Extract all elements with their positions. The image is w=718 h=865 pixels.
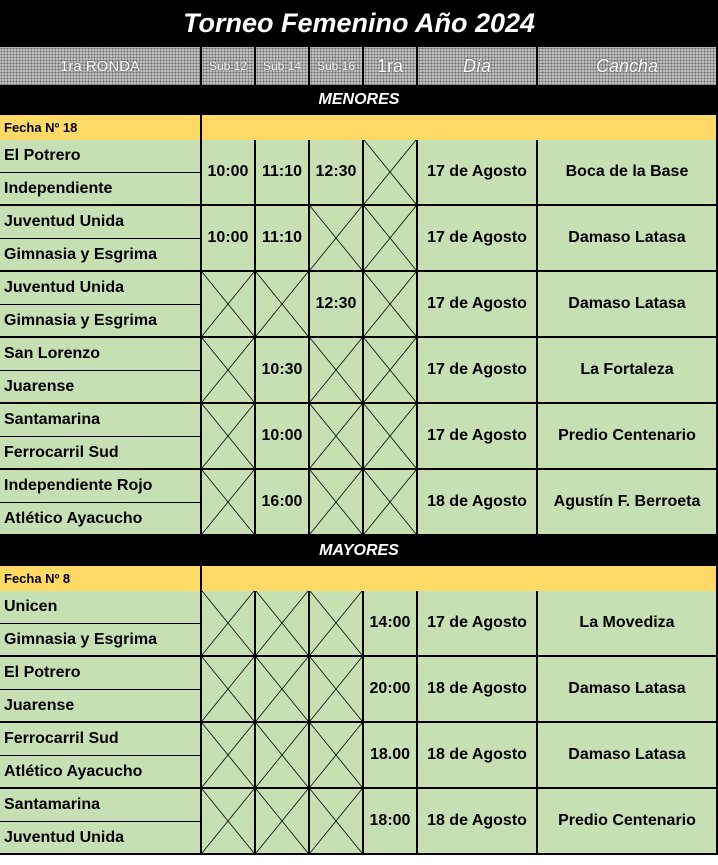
empty-cell-cross — [256, 723, 310, 789]
empty-cell-cross — [364, 206, 418, 272]
cross-icon — [364, 470, 416, 534]
header-sub14: Sub 14 — [256, 47, 310, 85]
empty-cell-cross — [202, 657, 256, 723]
cross-icon — [256, 657, 308, 721]
cross-icon — [310, 789, 362, 853]
cross-icon — [310, 723, 362, 787]
match-time: 20:00 — [364, 657, 418, 723]
match-time: 12:30 — [310, 140, 364, 206]
match-venue: Damaso Latasa — [538, 657, 718, 723]
empty-cell-cross — [256, 789, 310, 855]
match-time: 10:00 — [256, 404, 310, 470]
empty-cell-cross — [364, 338, 418, 404]
fecha-fill — [202, 566, 718, 591]
empty-cell-cross — [310, 657, 364, 723]
match-day: 18 de Agosto — [418, 723, 538, 789]
fecha-label: Fecha Nº 18 — [0, 115, 202, 140]
empty-cell-cross — [310, 723, 364, 789]
empty-cell-cross — [310, 789, 364, 855]
cross-icon — [202, 789, 254, 853]
match-day: 17 de Agosto — [418, 140, 538, 206]
section-title: MENORES — [0, 85, 718, 115]
header-sub12: Sub 12 — [202, 47, 256, 85]
team-home: Santamarina — [0, 789, 202, 822]
cross-icon — [202, 470, 254, 534]
match-venue: Boca de la Base — [538, 140, 718, 206]
cross-icon — [202, 591, 254, 655]
team-home: El Potrero — [0, 140, 202, 173]
cross-icon — [202, 723, 254, 787]
team-away: Atlético Ayacucho — [0, 503, 202, 536]
section-title: MAYORES — [0, 536, 718, 566]
empty-cell-cross — [202, 272, 256, 338]
header-primera: 1ra — [364, 47, 418, 85]
match-day: 18 de Agosto — [418, 789, 538, 855]
cross-icon — [202, 338, 254, 402]
match-venue: Damaso Latasa — [538, 272, 718, 338]
match-day: 17 de Agosto — [418, 206, 538, 272]
match-time: 16:00 — [256, 470, 310, 536]
cross-icon — [310, 404, 362, 468]
cross-icon — [364, 206, 416, 270]
team-away: Ferrocarril Sud — [0, 437, 202, 470]
team-home: Juventud Unida — [0, 272, 202, 305]
match-venue: Predio Centenario — [538, 404, 718, 470]
cross-icon — [364, 338, 416, 402]
match-time: 10:30 — [256, 338, 310, 404]
cross-icon — [310, 470, 362, 534]
match-venue: La Movediza — [538, 591, 718, 657]
match-day: 18 de Agosto — [418, 470, 538, 536]
match-day: 17 de Agosto — [418, 338, 538, 404]
empty-cell-cross — [364, 140, 418, 206]
fecha-label: Fecha Nº 8 — [0, 566, 202, 591]
empty-cell-cross — [202, 404, 256, 470]
team-home: El Potrero — [0, 657, 202, 690]
empty-cell-cross — [202, 470, 256, 536]
team-home: Juventud Unida — [0, 206, 202, 239]
header-dia: Día — [418, 47, 538, 85]
match-time: 12:30 — [310, 272, 364, 338]
match-day: 17 de Agosto — [418, 404, 538, 470]
match-time: 18:00 — [364, 789, 418, 855]
team-home: Unicen — [0, 591, 202, 624]
empty-cell-cross — [256, 272, 310, 338]
empty-cell-cross — [364, 470, 418, 536]
cross-icon — [310, 657, 362, 721]
empty-cell-cross — [310, 206, 364, 272]
team-home: San Lorenzo — [0, 338, 202, 371]
empty-cell-cross — [202, 591, 256, 657]
empty-cell-cross — [310, 404, 364, 470]
match-time: 10:00 — [202, 140, 256, 206]
cross-icon — [310, 591, 362, 655]
empty-cell-cross — [202, 723, 256, 789]
team-away: Gimnasia y Esgrima — [0, 305, 202, 338]
empty-cell-cross — [202, 338, 256, 404]
cross-icon — [256, 591, 308, 655]
cross-icon — [256, 789, 308, 853]
team-away: Juventud Unida — [0, 822, 202, 855]
team-home: Independiente Rojo — [0, 470, 202, 503]
match-time: 10:00 — [202, 206, 256, 272]
empty-cell-cross — [256, 591, 310, 657]
empty-cell-cross — [364, 272, 418, 338]
empty-cell-cross — [202, 789, 256, 855]
match-time: 18.00 — [364, 723, 418, 789]
match-time: 11:10 — [256, 140, 310, 206]
team-away: Juarense — [0, 690, 202, 723]
team-away: Independiente — [0, 173, 202, 206]
cross-icon — [202, 272, 254, 336]
match-venue: La Fortaleza — [538, 338, 718, 404]
fecha-fill — [202, 115, 718, 140]
empty-cell-cross — [256, 657, 310, 723]
team-away: Atlético Ayacucho — [0, 756, 202, 789]
empty-cell-cross — [310, 470, 364, 536]
match-time: 11:10 — [256, 206, 310, 272]
match-venue: Predio Centenario — [538, 789, 718, 855]
header-sub16: Sub 16 — [310, 47, 364, 85]
cross-icon — [364, 140, 416, 204]
empty-cell-cross — [310, 338, 364, 404]
match-time: 14:00 — [364, 591, 418, 657]
header-ronda: 1ra RONDA — [0, 47, 202, 85]
team-away: Gimnasia y Esgrima — [0, 624, 202, 657]
cross-icon — [202, 404, 254, 468]
cross-icon — [364, 272, 416, 336]
cross-icon — [364, 404, 416, 468]
match-venue: Damaso Latasa — [538, 723, 718, 789]
match-day: 17 de Agosto — [418, 272, 538, 338]
match-day: 18 de Agosto — [418, 657, 538, 723]
header-cancha: Cancha — [538, 47, 718, 85]
empty-cell-cross — [364, 404, 418, 470]
cross-icon — [202, 657, 254, 721]
team-away: Juarense — [0, 371, 202, 404]
cross-icon — [310, 338, 362, 402]
cross-icon — [310, 206, 362, 270]
team-home: Ferrocarril Sud — [0, 723, 202, 756]
tournament-title: Torneo Femenino Año 2024 — [0, 0, 718, 47]
empty-cell-cross — [310, 591, 364, 657]
match-venue: Damaso Latasa — [538, 206, 718, 272]
cross-icon — [256, 272, 308, 336]
match-venue: Agustín F. Berroeta — [538, 470, 718, 536]
team-away: Gimnasia y Esgrima — [0, 239, 202, 272]
team-home: Santamarina — [0, 404, 202, 437]
match-day: 17 de Agosto — [418, 591, 538, 657]
cross-icon — [256, 723, 308, 787]
